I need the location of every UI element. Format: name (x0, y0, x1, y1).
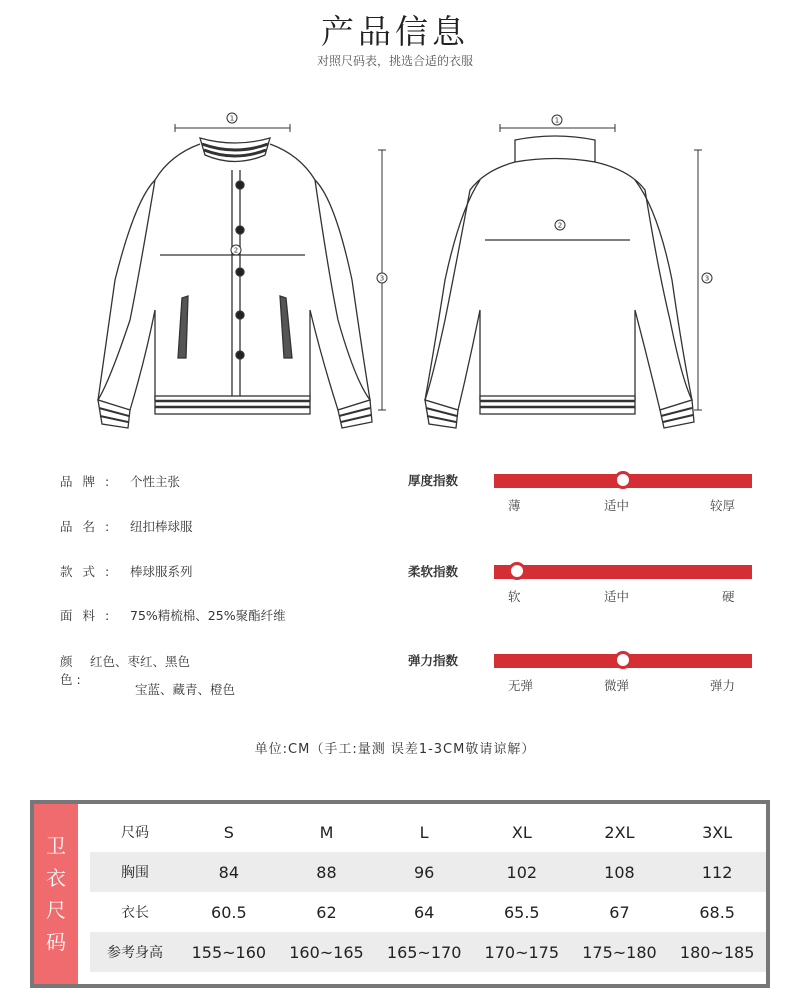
marker-label: 2 (557, 221, 563, 230)
side-char: 码 (46, 930, 66, 954)
table-cell: 67 (609, 902, 630, 922)
marker-label: 3 (379, 274, 385, 283)
size-table (90, 812, 766, 972)
table-cell: 180~185 (668, 932, 766, 972)
meter-bar (494, 654, 752, 668)
meter-label: 柔软指数 (408, 564, 459, 579)
table-cell: 68.5 (699, 902, 735, 922)
table-header-row (90, 812, 766, 852)
side-char: 卫 (46, 834, 66, 858)
meter-knob (614, 471, 632, 489)
table-cell: 60.5 (211, 902, 247, 922)
page-subtitle: 对照尺码表，挑选合适的衣服 (316, 54, 473, 68)
meter-tick: 薄 (508, 498, 521, 513)
marker-label: 2 (233, 246, 239, 255)
elasticity-meter (408, 654, 753, 714)
table-header-cell: M (319, 822, 334, 842)
table-cell: 胸围 (90, 852, 180, 892)
table-cell: 155~160 (180, 932, 278, 972)
jacket-back-drawing (425, 124, 702, 428)
meter-bar (494, 474, 752, 488)
table-cell: 175~180 (571, 932, 669, 972)
page-title: 产品信息 (321, 12, 469, 51)
table-cell: 102 (473, 852, 571, 892)
jacket-diagram (60, 100, 740, 440)
spec-value: 75%精梳棉、25%聚酯纤维 (130, 608, 286, 623)
spec-brand (60, 472, 180, 490)
table-cell: 84 (180, 852, 278, 892)
meter-tick: 较厚 (710, 498, 736, 513)
table-header-cell: 3XL (702, 822, 733, 842)
marker-label: 1 (229, 114, 235, 123)
table-header-cell: S (223, 822, 234, 842)
meter-knob (508, 562, 526, 580)
spec-style (60, 562, 193, 580)
table-cell: 64 (413, 902, 435, 922)
meter-tick: 软 (508, 589, 521, 604)
table-cell: 参考身高 (90, 932, 180, 972)
table-row (90, 852, 766, 892)
spec-product-name (60, 517, 193, 535)
meter-label: 弹力指数 (408, 653, 459, 668)
table-header-cell: XL (511, 822, 532, 842)
table-header-cell: 尺码 (121, 825, 149, 841)
table-cell: 衣长 (121, 905, 149, 921)
table-cell: 112 (668, 852, 766, 892)
spec-color-line2: 宝蓝、藏青、橙色 (135, 682, 236, 697)
marker-label: 1 (554, 116, 560, 125)
table-cell: 62 (316, 902, 337, 922)
table-cell: 108 (571, 852, 669, 892)
side-char: 尺 (46, 898, 66, 922)
meter-label: 厚度指数 (408, 473, 459, 488)
softness-meter (408, 565, 753, 625)
spec-label: 颜色: (60, 654, 85, 687)
jacket-front-drawing (98, 124, 386, 428)
meter-tick: 硬 (722, 589, 735, 604)
spec-value: 棒球服系列 (130, 564, 193, 579)
table-cell: 160~165 (278, 932, 376, 972)
spec-label: 品牌: (60, 474, 120, 489)
table-cell: 165~170 (375, 932, 473, 972)
meter-tick: 微弹 (604, 678, 630, 693)
table-cell: 170~175 (473, 932, 571, 972)
table-cell: 88 (278, 852, 376, 892)
meter-tick: 无弹 (508, 678, 534, 693)
spec-label: 面料: (60, 608, 120, 623)
spec-fabric (60, 606, 286, 624)
table-cell: 96 (375, 852, 473, 892)
table-cell: 65.5 (503, 902, 540, 922)
meter-tick: 弹力 (710, 678, 736, 693)
table-header-cell: 2XL (604, 822, 635, 842)
table-header-cell: L (419, 822, 429, 842)
meter-bar (494, 565, 752, 579)
meter-tick: 适中 (604, 589, 630, 604)
table-row (90, 932, 766, 972)
thickness-meter (408, 474, 753, 534)
unit-note: 单位:CM（手工:量测 误差1-3CM敬请谅解） (254, 742, 536, 757)
size-chart (30, 800, 770, 988)
table-row (90, 892, 766, 932)
spec-value: 纽扣棒球服 (130, 519, 193, 534)
spec-label: 款式: (60, 564, 120, 579)
spec-value: 个性主张 (130, 474, 181, 489)
side-char: 衣 (46, 866, 66, 890)
marker-label: 3 (704, 274, 710, 283)
size-chart-side-label (34, 804, 78, 984)
meter-tick: 适中 (604, 498, 630, 513)
meter-knob (614, 651, 632, 669)
spec-label: 品名: (60, 519, 120, 534)
spec-value: 红色、枣红、黑色 (90, 654, 191, 669)
